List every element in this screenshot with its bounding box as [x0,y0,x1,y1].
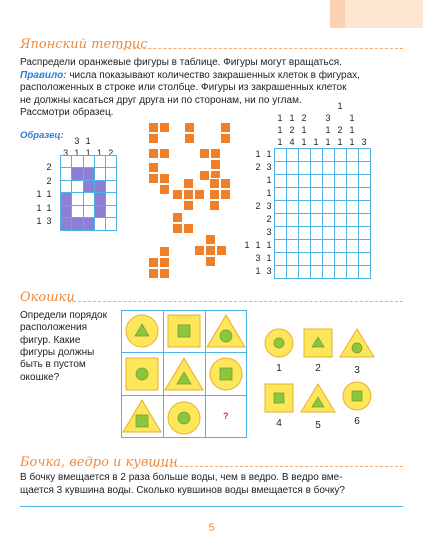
option-number: 1 [276,363,282,374]
grid-row-number: 1 [255,149,261,159]
grid-col-number: 1 [349,113,355,123]
section-title-tetris: Японский тетрис [20,37,148,52]
sample-row-number: 1 [36,216,42,227]
grid-row-number: 3 [266,227,272,237]
grid-row-number: 1 [244,240,250,250]
section-title-oroski: Окошки [20,290,75,305]
grid-col-number: 1 [313,137,319,147]
grid-col-number: 2 [337,125,343,135]
grid-row-number: 2 [255,162,261,172]
inner-circle-shape [136,368,148,380]
grid-col-number: 3 [361,137,367,147]
sample-row-number: 2 [46,162,52,172]
grid-col-number: 1 [325,137,331,147]
option-number: 5 [315,420,321,431]
grid-col-number: 3 [325,113,331,123]
grid-col-number: 1 [349,137,355,147]
grid-col-number: 1 [301,125,307,135]
option-number: 2 [315,363,321,374]
grid-row-number: 1 [266,175,272,185]
option-number: 6 [354,416,360,427]
inner-square-shape [352,391,362,401]
tetris-text-line5: Рассмотри образец. [20,107,114,118]
tetris-text-line4: не должны касаться друг друга ни по сторонам, ни по углам. [20,94,302,106]
grid-row-number: 1 [255,240,261,250]
grid-col-number: 1 [325,125,331,135]
grid-col-number: 1 [289,113,295,123]
rule-label: Правило: [20,69,67,81]
question-line: Определи порядок [20,310,107,321]
tetris-text-line1: Распредели оранжевые фигуры в таблице. Фигуры могут вращаться. [20,57,342,68]
sample-col-number: 1 [85,136,91,146]
sample-row-number: 1 [36,202,42,213]
sample-row-number: 3 [46,216,52,227]
inner-circle-shape [352,343,362,353]
sample-row-number: 1 [46,202,52,213]
grid-col-number: 1 [337,101,343,111]
grid-col-number: 4 [289,137,295,147]
bochka-text-line1: В бочку вмещается в 2 раза больше воды, чем в ведро. В ведро вме- [20,472,343,483]
sample-col-number: 3 [63,148,69,158]
footer-line [20,506,403,507]
page-number: 5 [208,522,215,534]
inner-square-shape [136,415,148,427]
bochka-text-line2: щается 3 кувшина воды. Сколько кувшинов воды вмещается в бочку? [20,484,345,496]
sample-col-number: 2 [108,148,114,158]
option-number: 4 [276,418,282,429]
grid-row-number: 1 [266,253,272,263]
sample-col-number: 1 [85,148,91,158]
inner-circle-shape [178,412,190,424]
question-line: фигур. Какие [20,334,81,346]
tetris-text-line3: расположенных в строке или столбце. Фигуры из закрашенных клеток [20,82,347,93]
missing-figure-mark: ? [223,411,229,421]
grid-col-number: 1 [301,137,307,147]
sample-row-number: 1 [36,189,42,200]
question-line: расположения [20,322,88,334]
sample-col-number: 1 [96,148,102,158]
grid-col-number: 1 [349,125,355,135]
grid-row-number: 3 [255,253,261,263]
inner-square-shape [178,325,190,337]
grid-row-number: 1 [266,149,272,159]
grid-row-number: 1 [266,188,272,198]
question-line: окошке? [20,371,60,383]
inner-square-shape [220,368,232,380]
grid-col-number: 1 [337,137,343,147]
sample-col-number: 1 [74,148,80,158]
grid-col-number: 2 [289,125,295,135]
sample-label: Образец: [20,130,64,141]
grid-col-number: 1 [277,125,283,135]
section-title-bochka: Бочка, ведро и кувшин [20,455,178,470]
grid-row-number: 1 [255,266,261,276]
grid-col-number: 2 [301,113,307,123]
question-line: быть в пустом [20,359,86,371]
inner-circle-shape [220,330,232,342]
section-divider [150,466,403,467]
sample-col-number: 3 [74,136,80,146]
grid-row-number: 3 [266,201,272,211]
grid-row-number: 3 [266,266,272,276]
inner-square-shape [274,393,284,403]
grid-row-number: 1 [266,240,272,250]
sample-row-number: 2 [46,175,52,186]
grid-row-number: 3 [266,162,272,172]
grid-col-number: 1 [277,137,283,147]
inner-circle-shape [274,338,284,348]
grid-row-number: 2 [266,214,272,224]
question-line: фигуры должны [20,346,95,358]
grid-col-number: 1 [277,113,283,123]
option-number: 3 [354,365,360,376]
grid-row-number: 2 [255,201,261,211]
sample-row-number: 1 [46,189,52,200]
rule-text: числа показывают количество закрашенных клеток в фигурах, [66,69,360,81]
